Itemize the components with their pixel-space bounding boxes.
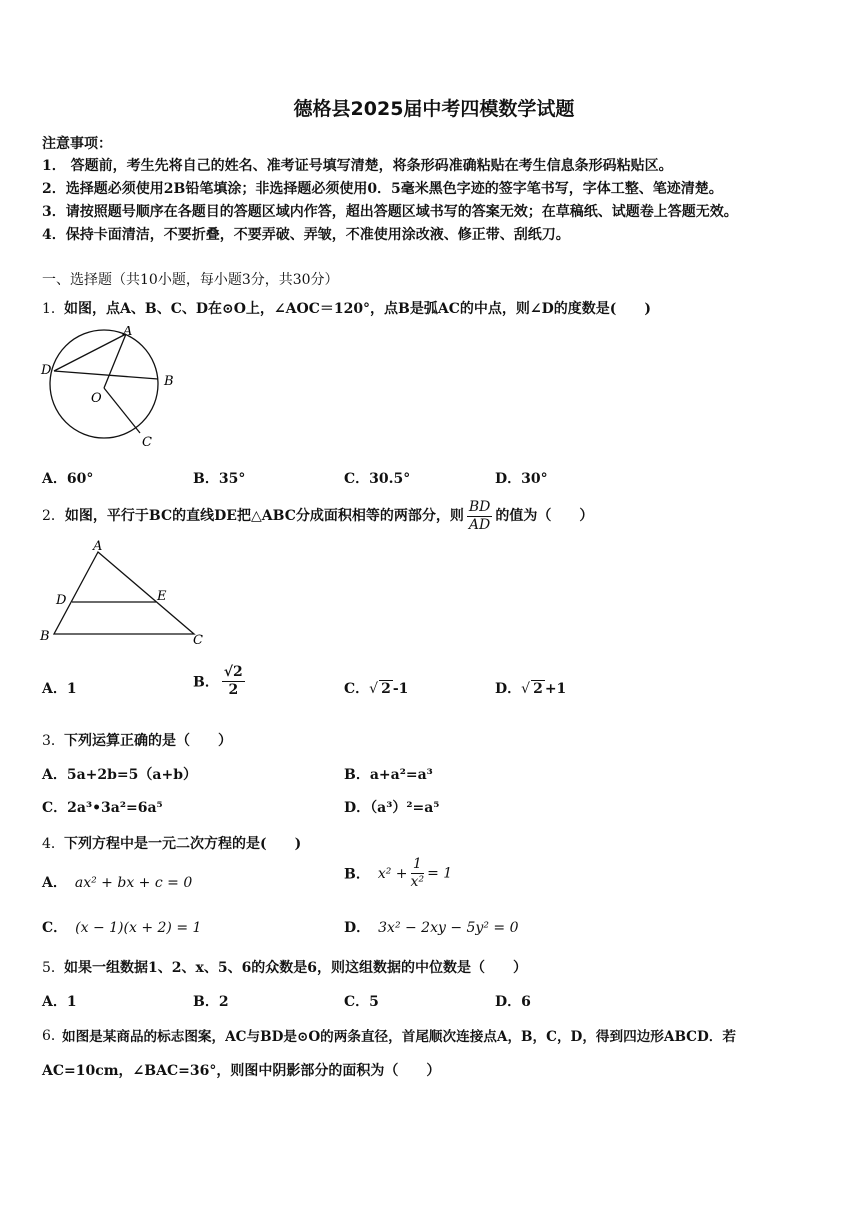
q3-option-b: B．a+a²=a³ xyxy=(344,767,433,783)
q4-option-b-frac xyxy=(411,856,425,891)
page-title: 德格县2025届中考四模数学试题 xyxy=(293,98,575,120)
q4-option-a-expr: ax² + bx + c = 0 xyxy=(74,875,193,891)
notice-item-3: 3．请按照题号顺序在各题目的答题区域内作答，超出答题区域书写的答案无效；在草稿纸、试题卷上答题无效。 xyxy=(42,204,738,220)
q2-option-c-label: C． xyxy=(344,681,370,697)
label-E: E xyxy=(157,589,167,604)
label-A: A xyxy=(123,326,133,339)
q5-text: 如果一组数据1、2、x、5、6的众数是6，则这组数据的中位数是（ ） xyxy=(64,960,528,976)
q2-option-d: D．√ 2 +1 xyxy=(495,681,567,697)
label-D: D xyxy=(41,363,52,378)
q6-line-1: 如图是某商品的标志图案，AC与BD是⊙O的两条直径，首尾顺次连接点A，B，C，D，得到四边形ABCD．若 xyxy=(62,1029,736,1045)
q2-fraction xyxy=(467,499,493,534)
label-D: D xyxy=(56,593,67,608)
q2-frac-den: AD xyxy=(468,516,491,533)
q2-line xyxy=(42,498,593,534)
q2-option-b-label: B． xyxy=(193,674,219,691)
q4-option-b-den: x² xyxy=(410,874,425,890)
q2-option-b-den: 2 xyxy=(228,682,239,698)
q4-option-d-expr: 3x² − 2xy − 5y² = 0 xyxy=(378,920,519,936)
q1-circle-figure xyxy=(36,326,186,454)
q6-line-2: AC=10cm，∠BAC=36°，则图中阴影部分的面积为（ ） xyxy=(42,1063,441,1079)
q4-option-d-label: D． xyxy=(344,920,371,936)
q4-option-d xyxy=(344,917,519,937)
label-C: C xyxy=(142,435,152,450)
label-C: C xyxy=(193,633,203,648)
q2-frac-num: BD xyxy=(468,498,491,515)
q4-option-c-expr: (x − 1)(x + 2) = 1 xyxy=(75,920,202,936)
q4-option-a-label: A． xyxy=(42,875,67,891)
q1-option-b: B．35° xyxy=(193,471,246,487)
q4-option-b-num: 1 xyxy=(411,856,425,874)
q1-number: 1． xyxy=(42,301,65,317)
q4-option-b-pre: x² + xyxy=(377,865,408,882)
q2-option-b-num: √2 xyxy=(223,664,243,680)
q5-number: 5． xyxy=(42,960,65,976)
q2-number: 2． xyxy=(42,508,65,524)
q4-option-c xyxy=(42,917,201,937)
label-B: B xyxy=(40,629,50,644)
notice-item-2: 2．选择题必须使用2B铅笔填涂；非选择题必须使用0．5毫米黑色字迹的签字笔书写，字体工整、笔迹清楚。 xyxy=(42,181,723,197)
q2-triangle-figure xyxy=(36,538,211,648)
q2-option-b-frac xyxy=(222,664,245,699)
label-O: O xyxy=(91,391,102,406)
q2-option-d-label: D． xyxy=(495,681,522,697)
q1-option-c: C．30.5° xyxy=(344,471,411,487)
q2-text-before: 如图，平行于BC的直线DE把△ABC分成面积相等的两部分，则 xyxy=(64,508,464,524)
label-B: B xyxy=(164,374,174,389)
notice-item-1: 1． 答题前，考生先将自己的姓名、准考证号填写清楚，将条形码准确粘贴在考生信息条形码粘贴区。 xyxy=(42,158,673,174)
q1-text: 如图，点A、B、C、D在⊙O上，∠AOC＝120°，点B是弧AC的中点，则∠D的度数是( ) xyxy=(64,301,652,317)
q3-option-a: A．5a+2b=5（a+b） xyxy=(42,767,197,783)
q5-option-b: B．2 xyxy=(193,994,229,1010)
q2-option-b xyxy=(193,664,248,699)
q6-number: 6． xyxy=(42,1028,65,1044)
q4-option-b-label: B． xyxy=(344,866,370,883)
q1-option-d: D．30° xyxy=(495,471,548,487)
q2-option-a: A．1 xyxy=(42,681,77,697)
q4-option-c-label: C． xyxy=(42,920,68,936)
notice-heading: 注意事项： xyxy=(42,136,112,152)
q2-option-d-tail: +1 xyxy=(544,681,567,697)
section-heading: 一、选择题（共10小题，每小题3分，共30分） xyxy=(42,272,339,288)
q2-text-after: 的值为（ ） xyxy=(495,508,594,524)
q4-option-b xyxy=(344,856,452,891)
q2-option-c-root: 2 xyxy=(381,681,391,697)
q3-option-d: D．（a³）²=a⁵ xyxy=(344,800,440,816)
q4-option-a xyxy=(42,872,192,892)
q4-option-b-post: = 1 xyxy=(427,865,453,882)
q3-number: 3． xyxy=(42,733,65,749)
q4-text: 下列方程中是一元二次方程的是( ) xyxy=(64,836,302,852)
q5-option-a: A．1 xyxy=(42,994,77,1010)
q3-text: 下列运算正确的是（ ） xyxy=(64,733,232,749)
q2-option-c-tail: -1 xyxy=(392,681,409,697)
label-A: A xyxy=(93,539,103,554)
q1-option-a: A．60° xyxy=(42,471,94,487)
q5-option-c: C．5 xyxy=(344,994,379,1010)
q5-option-d: D．6 xyxy=(495,994,531,1010)
q2-option-d-root: 2 xyxy=(533,681,543,697)
q3-option-c: C．2a³•3a²=6a⁵ xyxy=(42,800,163,816)
notice-item-4: 4．保持卡面清洁，不要折叠，不要弄破、弄皱，不准使用涂改液、修正带、刮纸刀。 xyxy=(42,227,570,243)
q2-option-c: C．√ 2 -1 xyxy=(344,681,409,697)
q4-number: 4． xyxy=(42,836,65,852)
